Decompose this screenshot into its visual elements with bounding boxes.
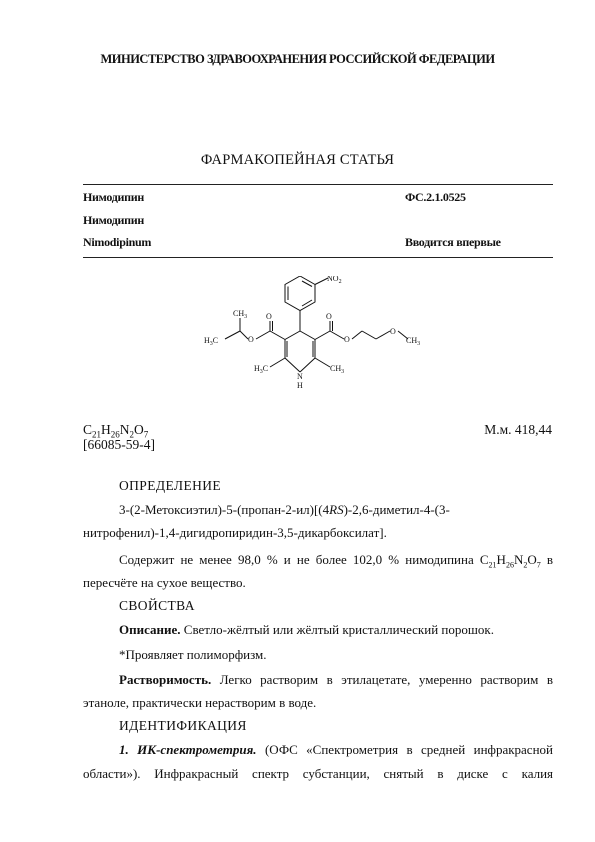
divider-bottom bbox=[83, 257, 553, 258]
label-o-left-ester: O bbox=[248, 335, 254, 344]
label-n-ring: N bbox=[297, 372, 303, 381]
label-ch3-isopropyl-top: $CH_3$ bbox=[233, 309, 248, 320]
label-h3c-ring: $H_3C$ bbox=[254, 364, 269, 375]
ir-line-1: 1. ИК-спектрометрия. (ОФС «Спектрометрия в средней инфракрасной bbox=[119, 742, 553, 757]
introduction-status: Вводится впервые bbox=[405, 235, 501, 249]
name-ru-2: Нимодипин bbox=[83, 213, 144, 227]
solubility-line-2: этаноле, практически нерастворим в воде. bbox=[83, 695, 317, 710]
content-line-2: пересчёте на сухое вещество. bbox=[83, 575, 246, 590]
polymorphism-note: *Проявляет полиморфизм. bbox=[119, 647, 267, 662]
molar-mass: М.м. 418,44 bbox=[484, 422, 552, 437]
label-ch3-methoxy: $CH_3$ bbox=[406, 336, 420, 347]
label-h-ring: H bbox=[297, 381, 303, 390]
ir-line-2: области»). Инфракрасный спектр субстанции, снятый в диске с калия bbox=[83, 766, 553, 781]
label-o-left-carbonyl: O bbox=[266, 312, 272, 321]
section-definition: ОПРЕДЕЛЕНИЕ bbox=[119, 478, 222, 493]
description-line: Описание. Светло-жёлтый или жёлтый кристаллический порошок. bbox=[119, 622, 494, 637]
name-latin: Nimodipinum bbox=[83, 235, 152, 249]
chem-name-line-2: нитрофенил)-1,4-дигидропиридин-3,5-дикарбоксилат]. bbox=[83, 525, 387, 540]
solubility-line-1: Растворимость. Легко растворим в этилацетате, умеренно растворим в bbox=[119, 672, 553, 687]
document-title: ФАРМАКОПЕЙНАЯ СТАТЬЯ bbox=[200, 152, 395, 168]
label-h3c-isopropyl-left: $H_3C$ bbox=[204, 336, 219, 347]
ministry-header: МИНИСТЕРСТВО ЗДРАВООХРАНЕНИЯ РОССИЙСКОЙ ФЕДЕРАЦИИ bbox=[100, 52, 495, 66]
label-o-methoxy: O bbox=[390, 327, 396, 336]
section-properties: СВОЙСТВА bbox=[119, 598, 195, 613]
content-line-1: Содержит не менее 98,0 % и не более 102,0 % нимодипина $C_{21}H_{26}N_2O_7$ в bbox=[119, 552, 553, 570]
structural-formula bbox=[190, 276, 420, 406]
cas-number: [66085-59-4] bbox=[83, 437, 155, 452]
divider-top bbox=[83, 184, 553, 185]
label-no2: $NO_2$ bbox=[327, 276, 342, 285]
section-identification: ИДЕНТИФИКАЦИЯ bbox=[119, 718, 247, 733]
label-o-right-ester: O bbox=[344, 335, 350, 344]
chem-name-line-1: 3-(2-Метоксиэтил)-5-(пропан-2-ил)[(4RS)-2,6-диметил-4-(3- bbox=[119, 502, 450, 517]
molecular-formula: $C_{21}H_{26}N_2O_7$ bbox=[83, 422, 149, 440]
name-ru-1: Нимодипин bbox=[83, 190, 144, 204]
article-code: ФС.2.1.0525 bbox=[405, 190, 466, 204]
label-o-right-carbonyl: O bbox=[326, 312, 332, 321]
label-ch3-ring: $CH_3$ bbox=[330, 364, 345, 375]
